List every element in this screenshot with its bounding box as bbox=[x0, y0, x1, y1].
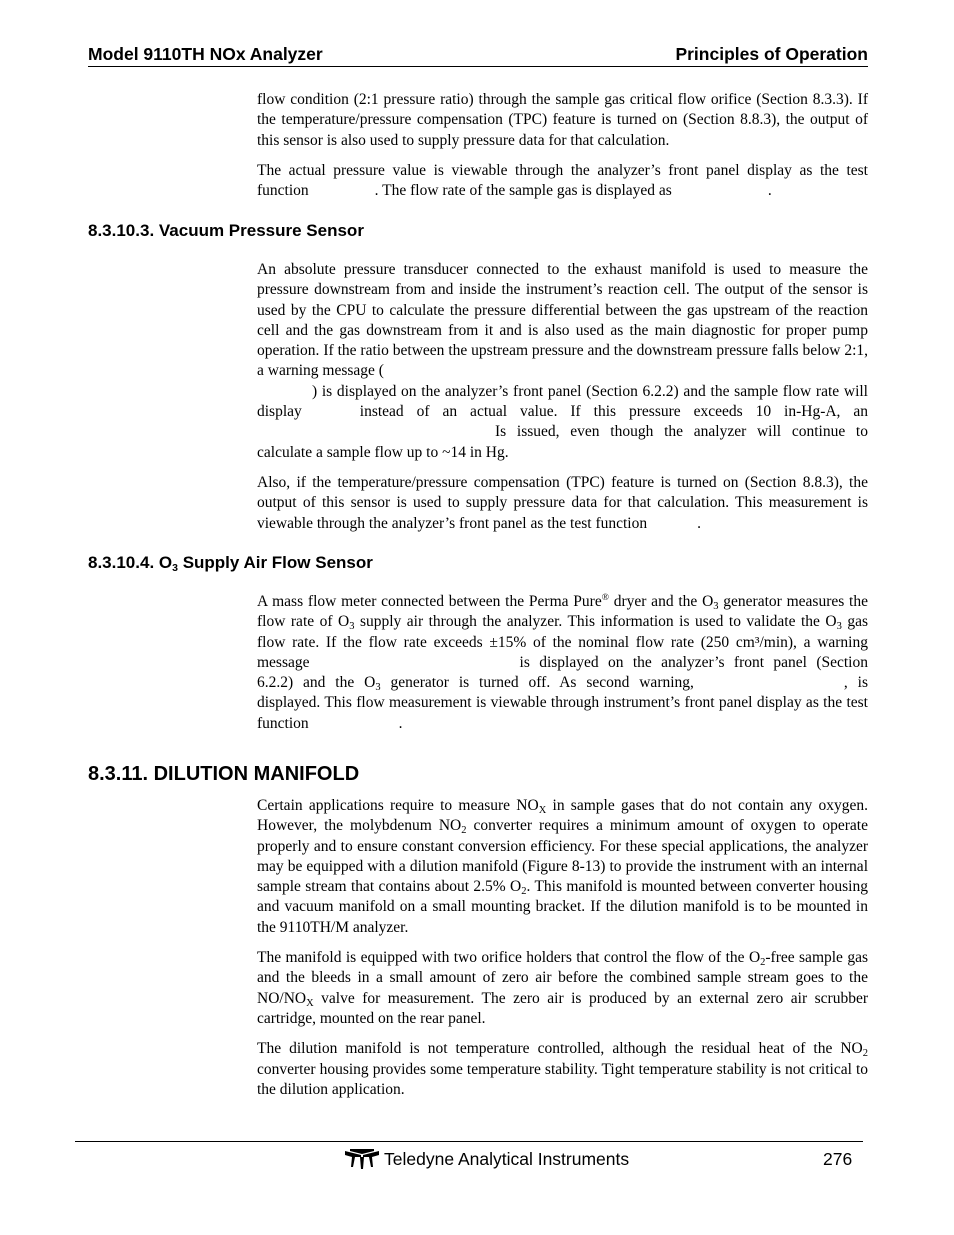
teledyne-logo-icon bbox=[344, 1148, 380, 1170]
section-heading-dilution: 8.3.11. DILUTION MANIFOLD bbox=[88, 763, 360, 785]
intro-block bbox=[257, 90, 868, 201]
section-heading-o3-flow: 8.3.10.4. $O_3$ Supply Air Flow Sensor bbox=[88, 553, 373, 574]
footer-company: Teledyne Analytical Instruments bbox=[384, 1149, 630, 1169]
vacuum-block bbox=[257, 260, 868, 534]
dilution-block bbox=[257, 796, 868, 1100]
paragraph: The actual pressure value is viewable through the analyzer’s front panel display as the test function . The flow rate of the sample gas is displayed as . bbox=[257, 161, 868, 200]
paragraph: flow condition (2:1 pressure ratio) through the sample gas critical flow orifice (Section 8.3.3). If the temperature/pressure compensation (TPC) feature is turned on (Section 8.8.3), the output of this sensor is also used to supply pressure data for that calculation. bbox=[257, 91, 868, 149]
section-heading-vacuum: 8.3.10.3. Vacuum Pressure Sensor bbox=[88, 221, 364, 240]
footer-divider bbox=[75, 1141, 863, 1142]
page-number: 276 bbox=[823, 1149, 853, 1169]
header-model: Model 9110TH NOx Analyzer bbox=[88, 44, 323, 64]
header-section: Principles of Operation bbox=[675, 44, 868, 64]
paragraph: Certain applications require to measure $NO_X$ in sample gases that do not contain any oxygen. However, the molybdenum $NO_2$ converter requires a minimum amount of oxygen to operate properly and to ensure constant conversion efficiency. For these special applications, the analyzer may be equipped with a dilution manifold (Figure 8-13) to provide the instrument with an internal sample stream that contains about 2.5% $O_2$. This manifold is mounted between converter housing and vacuum manifold on a small mounting bracket. If the dilution manifold is to be mounted in the 9110TH/M analyzer. bbox=[257, 797, 868, 936]
paragraph: Also, if the temperature/pressure compensation (TPC) feature is turned on (Section 8.8.3), the output of this sensor is used to supply pressure data for that calculation. This measurement is viewable through the analyzer’s front panel as the test function . bbox=[257, 473, 868, 532]
paragraph: A mass flow meter connected between the Perma Pure® dryer and the $O_3$ generator measures the flow rate of $O_3$ supply air through the analyzer. This information is used to validate the $O_3$ gas flow rate. If the flow rate exceeds ±15% of the nominal flow rate (250 cm³/min), a warning message is displayed on the analyzer’s front panel (Section 6.2.2) and the $O_3$ generator is turned off. As second warning, , is displayed. This flow measurement is viewable through instrument’s front panel display as the test function . bbox=[257, 593, 869, 732]
paragraph: The dilution manifold is not temperature controlled, although the residual heat of the $NO_2$ converter housing provides some temperature stability. Tight temperature stability is not critical to the dilution application. bbox=[257, 1040, 868, 1098]
paragraph: The manifold is equipped with two orifice holders that control the flow of the $O_2$-free sample gas and the bleeds in a small amount of zero air before the combined sample stream goes to the $NO/NO_X$ valve for measurement. The zero air is produced by an external zero air scrubber cartridge, mounted on the rear panel. bbox=[257, 949, 868, 1027]
page-header bbox=[88, 44, 868, 67]
paragraph: An absolute pressure transducer connected to the exhaust manifold is used to measure the pressure downstream from and inside the instrument’s reaction cell. The output of the sensor is used by the CPU to calculate the pressure differential between the gas upstream of the reaction cell and the gas downstream from it and is also used as the main diagnostic for proper pump operation. If the ratio between the upstream pressure and the downstream pressure falls below 2:1, a warning message ( ) is displayed on the analyzer’s front panel (Section 6.2.2) and the sample flow rate will display instead of an actual value. If this pressure exceeds 10 in-Hg-A, anIs issued, even though the analyzer will continue to calculate a sample flow up to ~14 in Hg. bbox=[257, 261, 868, 461]
o3-flow-block bbox=[257, 592, 868, 734]
